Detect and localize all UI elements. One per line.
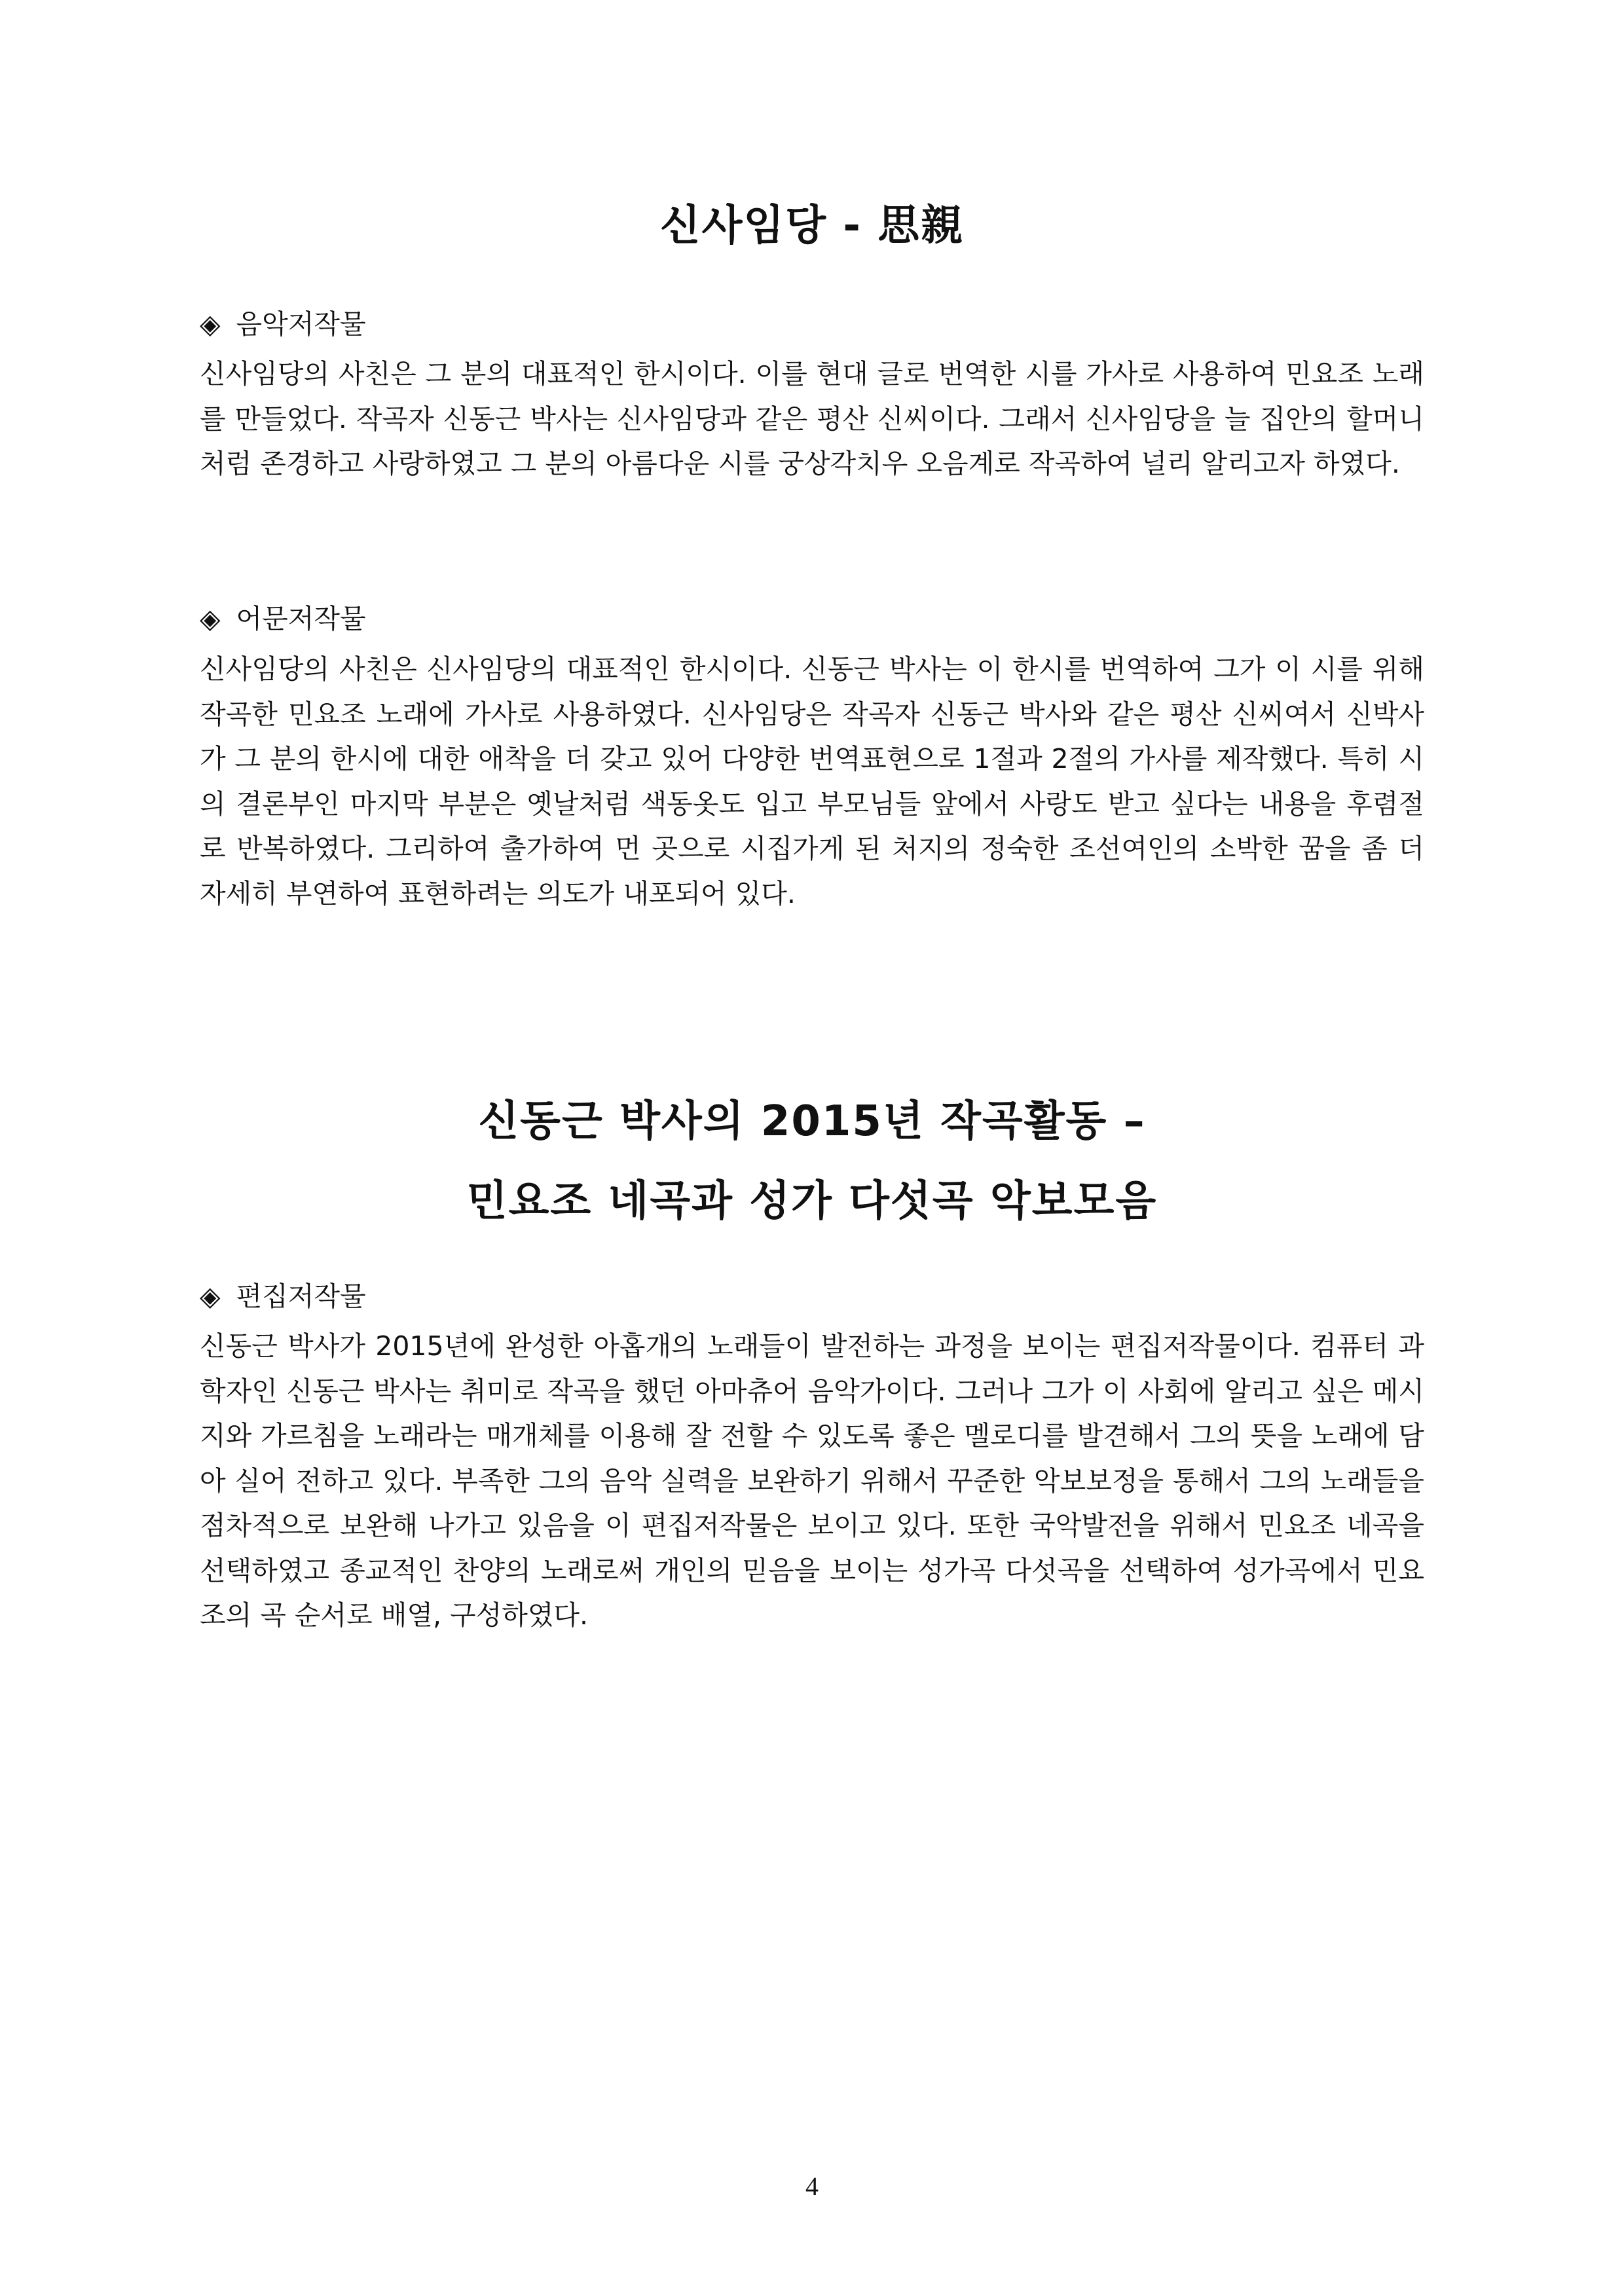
section-label-music [200, 304, 366, 344]
page-title: 신사임당 - 思親 [659, 202, 965, 250]
section-label-text: 음악저작물 [236, 308, 366, 340]
page-number: 4 [805, 2172, 819, 2201]
section-label-compilation [200, 1277, 366, 1316]
section-title-line1: 신동근 박사의 2015년 작곡활동 – [478, 1097, 1146, 1146]
paragraph-literary: 신사임당의 사친은 신사임당의 대표적인 한시이다. 신동근 박사는 이 한시를 번역하여 그가 이 시를 위해 작곡한 민요조 노래에 가사로 사용하였다. 신사임당은 작곡자 신동근 박사와 같은 평산 신씨여서 신박사가 그 분의 한시에 대한 애착을 더 갖고 있어 다양한 번역표현으로 1절과 2절의 가사를 제작했다. 특히 시의 결론부인 마지막 부분은 옛날처럼 색동옷도 입고 부모님들 앞에서 사랑도 받고 싶다는 내용을 후렴절로 반복하였다. 그리하여 출가하여 먼 곳으로 시집가게 된 처지의 정숙한 조선여인의 소박한 꿈을 좀 더 자세히 부연하여 표현하려는 의도가 내포되어 있다. [200, 653, 1424, 909]
diamond-bullet-icon: ◈ [200, 308, 221, 340]
section-label-text: 어문저작물 [236, 603, 366, 634]
diamond-bullet-icon: ◈ [200, 1281, 221, 1312]
section-label-literary [200, 599, 366, 638]
section-label-text: 편집저작물 [236, 1281, 366, 1312]
diamond-bullet-icon: ◈ [200, 603, 221, 634]
paragraph-compilation: 신동근 박사가 2015년에 완성한 아홉개의 노래들이 발전하는 과정을 보이는 편집저작물이다. 컴퓨터 과학자인 신동근 박사는 취미로 작곡을 했던 아마츄어 음악가이다. 그러나 그가 이 사회에 알리고 싶은 메시지와 가르침을 노래라는 매개체를 이용해 잘 전할 수 있도록 좋은 멜로디를 발견해서 그의 뜻을 노래에 담아 실어 전하고 있다. 부족한 그의 음악 실력을 보완하기 위해서 꾸준한 악보보정을 통해서 그의 노래들을 점차적으로 보완해 나가고 있음을 이 편집저작물은 보이고 있다. 또한 국악발전을 위해서 민요조 네곡을 선택하였고 종교적인 찬양의 노래로써 개인의 믿음을 보이는 성가곡 다섯곡을 선택하여 성가곡에서 민요조의 곡 순서로 배열, 구성하였다. [200, 1330, 1424, 1631]
section-title-line2: 민요조 네곡과 성가 다섯곡 악보모음 [466, 1177, 1158, 1226]
paragraph-music: 신사임당의 사친은 그 분의 대표적인 한시이다. 이를 현대 글로 번역한 시를 가사로 사용하여 민요조 노래를 만들었다. 작곡자 신동근 박사는 신사임당과 같은 평산 신씨이다. 그래서 신사임당을 늘 집안의 할머니처럼 존경하고 사랑하였고 그 분의 아름다운 시를 궁상각치우 오음계로 작곡하여 널리 알리고자 하였다. [200, 358, 1424, 479]
